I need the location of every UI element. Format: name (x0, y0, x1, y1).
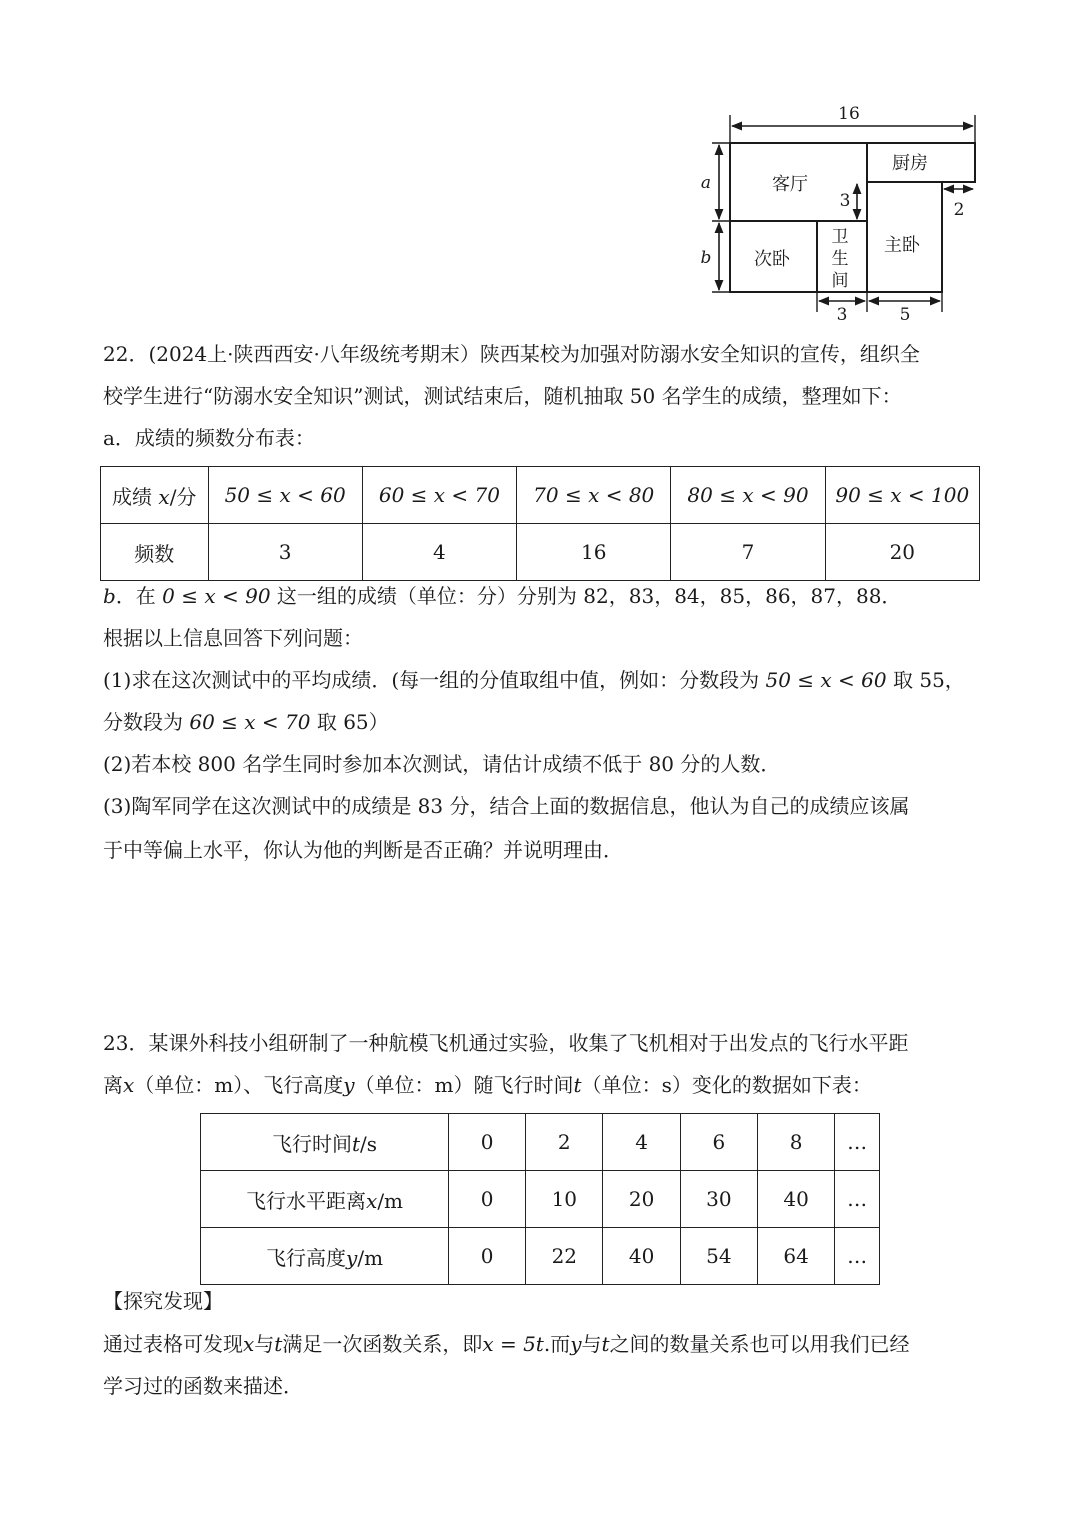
q23-line-1: 23．某课外科技小组研制了一种航模飞机通过实验，收集了飞机相对于出发点的飞行水平距 (103, 1031, 909, 1055)
q22-sub3-line-1: (3)陶军同学在这次测试中的成绩是 83 分，结合上面的数据信息，他认为自己的成绩应该属 (103, 794, 910, 818)
table-cell: 22 (526, 1228, 603, 1285)
table-row (201, 1171, 880, 1228)
q22-part-a: a．成绩的频数分布表： (103, 426, 315, 450)
table-cell: 20 (825, 524, 979, 581)
table-cell: … (835, 1171, 880, 1228)
table-cell: 90 ≤ x < 100 (825, 467, 979, 524)
table-cell: 6 (680, 1114, 757, 1171)
table-cell: 64 (758, 1228, 835, 1285)
room-bathroom-label-2: 生 (831, 249, 849, 269)
dim-3-vertical-label: 3 (839, 191, 851, 211)
table-header-frequency: 频数 (101, 524, 209, 581)
table-cell: 4 (603, 1114, 680, 1171)
dim-16-label: 16 (838, 104, 860, 124)
room-bathroom-label-3: 间 (831, 271, 849, 291)
table-cell: 50 ≤ x < 60 (208, 467, 362, 524)
floor-plan-diagram (690, 100, 990, 325)
q22-sub1-line-1: (1)求在这次测试中的平均成绩．(每一组的分值取组中值，例如：分数段为 50 ≤ x < 60 取 55， (103, 668, 965, 692)
table-cell: 16 (517, 524, 671, 581)
room-second-bedroom-label: 次卧 (754, 249, 790, 270)
table-row (201, 1114, 880, 1171)
q22-part-b: b．在 0 ≤ x < 90 这一组的成绩（单位：分）分别为 82，83，84，85，86，87，88． (103, 584, 902, 608)
table-cell: 80 ≤ x < 90 (671, 467, 825, 524)
table-cell: 7 (671, 524, 825, 581)
table-cell: … (835, 1114, 880, 1171)
room-bathroom-label-1: 卫 (831, 227, 849, 247)
table-cell: 30 (680, 1171, 757, 1228)
flight-data-table (200, 1113, 880, 1285)
row-label-height: 飞行高度y/m (201, 1228, 449, 1285)
q22-answer-intro: 根据以上信息回答下列问题： (103, 626, 363, 650)
table-row (101, 524, 980, 581)
table-row (101, 467, 980, 524)
row-label-distance: 飞行水平距离x/m (201, 1171, 449, 1228)
table-cell: 10 (526, 1171, 603, 1228)
table-cell: 8 (758, 1114, 835, 1171)
q23-explore-title: 【探究发现】 (103, 1289, 223, 1313)
table-cell: 0 (449, 1114, 526, 1171)
q22-line-2: 校学生进行“防溺水安全知识”测试，测试结束后，随机抽取 50 名学生的成绩，整理如下： (103, 384, 902, 408)
dim-a-label: a (700, 173, 712, 193)
table-cell: 0 (449, 1171, 526, 1228)
room-master-bedroom-label: 主卧 (884, 235, 920, 256)
table-cell: 3 (208, 524, 362, 581)
table-cell: 70 ≤ x < 80 (517, 467, 671, 524)
q23-line-2: 离x（单位：m）、飞行高度y（单位：m）随飞行时间t（单位：s）变化的数据如下表： (103, 1073, 872, 1097)
table-cell: … (835, 1228, 880, 1285)
table-row (201, 1228, 880, 1285)
table-cell: 40 (603, 1228, 680, 1285)
dim-5-bottom-label: 5 (899, 305, 911, 325)
q22-line-1: 22．(2024上·陕西西安·八年级统考期末）陕西某校为加强对防溺水安全知识的宣传，组织全 (103, 342, 920, 366)
table-header-score: 成绩 x/分 (101, 467, 209, 524)
table-cell: 20 (603, 1171, 680, 1228)
row-label-time: 飞行时间t/s (201, 1114, 449, 1171)
dim-b-label: b (700, 248, 712, 268)
frequency-table (100, 466, 980, 581)
dim-3-bottom-label: 3 (836, 305, 848, 325)
table-cell: 54 (680, 1228, 757, 1285)
dim-2-label: 2 (953, 200, 965, 220)
q22-sub1-line-2: 分数段为 60 ≤ x < 70 取 65） (103, 710, 389, 734)
q23-explore-line-1: 通过表格可发现x与t满足一次函数关系，即x = 5t.而y与t之间的数量关系也可以用我们已经 (103, 1332, 910, 1356)
q22-sub3-line-2: 于中等偏上水平，你认为他的判断是否正确？并说明理由． (103, 838, 623, 862)
table-cell: 2 (526, 1114, 603, 1171)
table-cell: 4 (362, 524, 516, 581)
table-cell: 40 (758, 1171, 835, 1228)
room-kitchen-label: 厨房 (892, 153, 928, 174)
room-living-label: 客厅 (772, 174, 808, 195)
q22-sub2: (2)若本校 800 名学生同时参加本次测试，请估计成绩不低于 80 分的人数． (103, 752, 781, 776)
table-cell: 0 (449, 1228, 526, 1285)
q23-explore-line-2: 学习过的函数来描述． (103, 1374, 303, 1398)
table-cell: 60 ≤ x < 70 (362, 467, 516, 524)
